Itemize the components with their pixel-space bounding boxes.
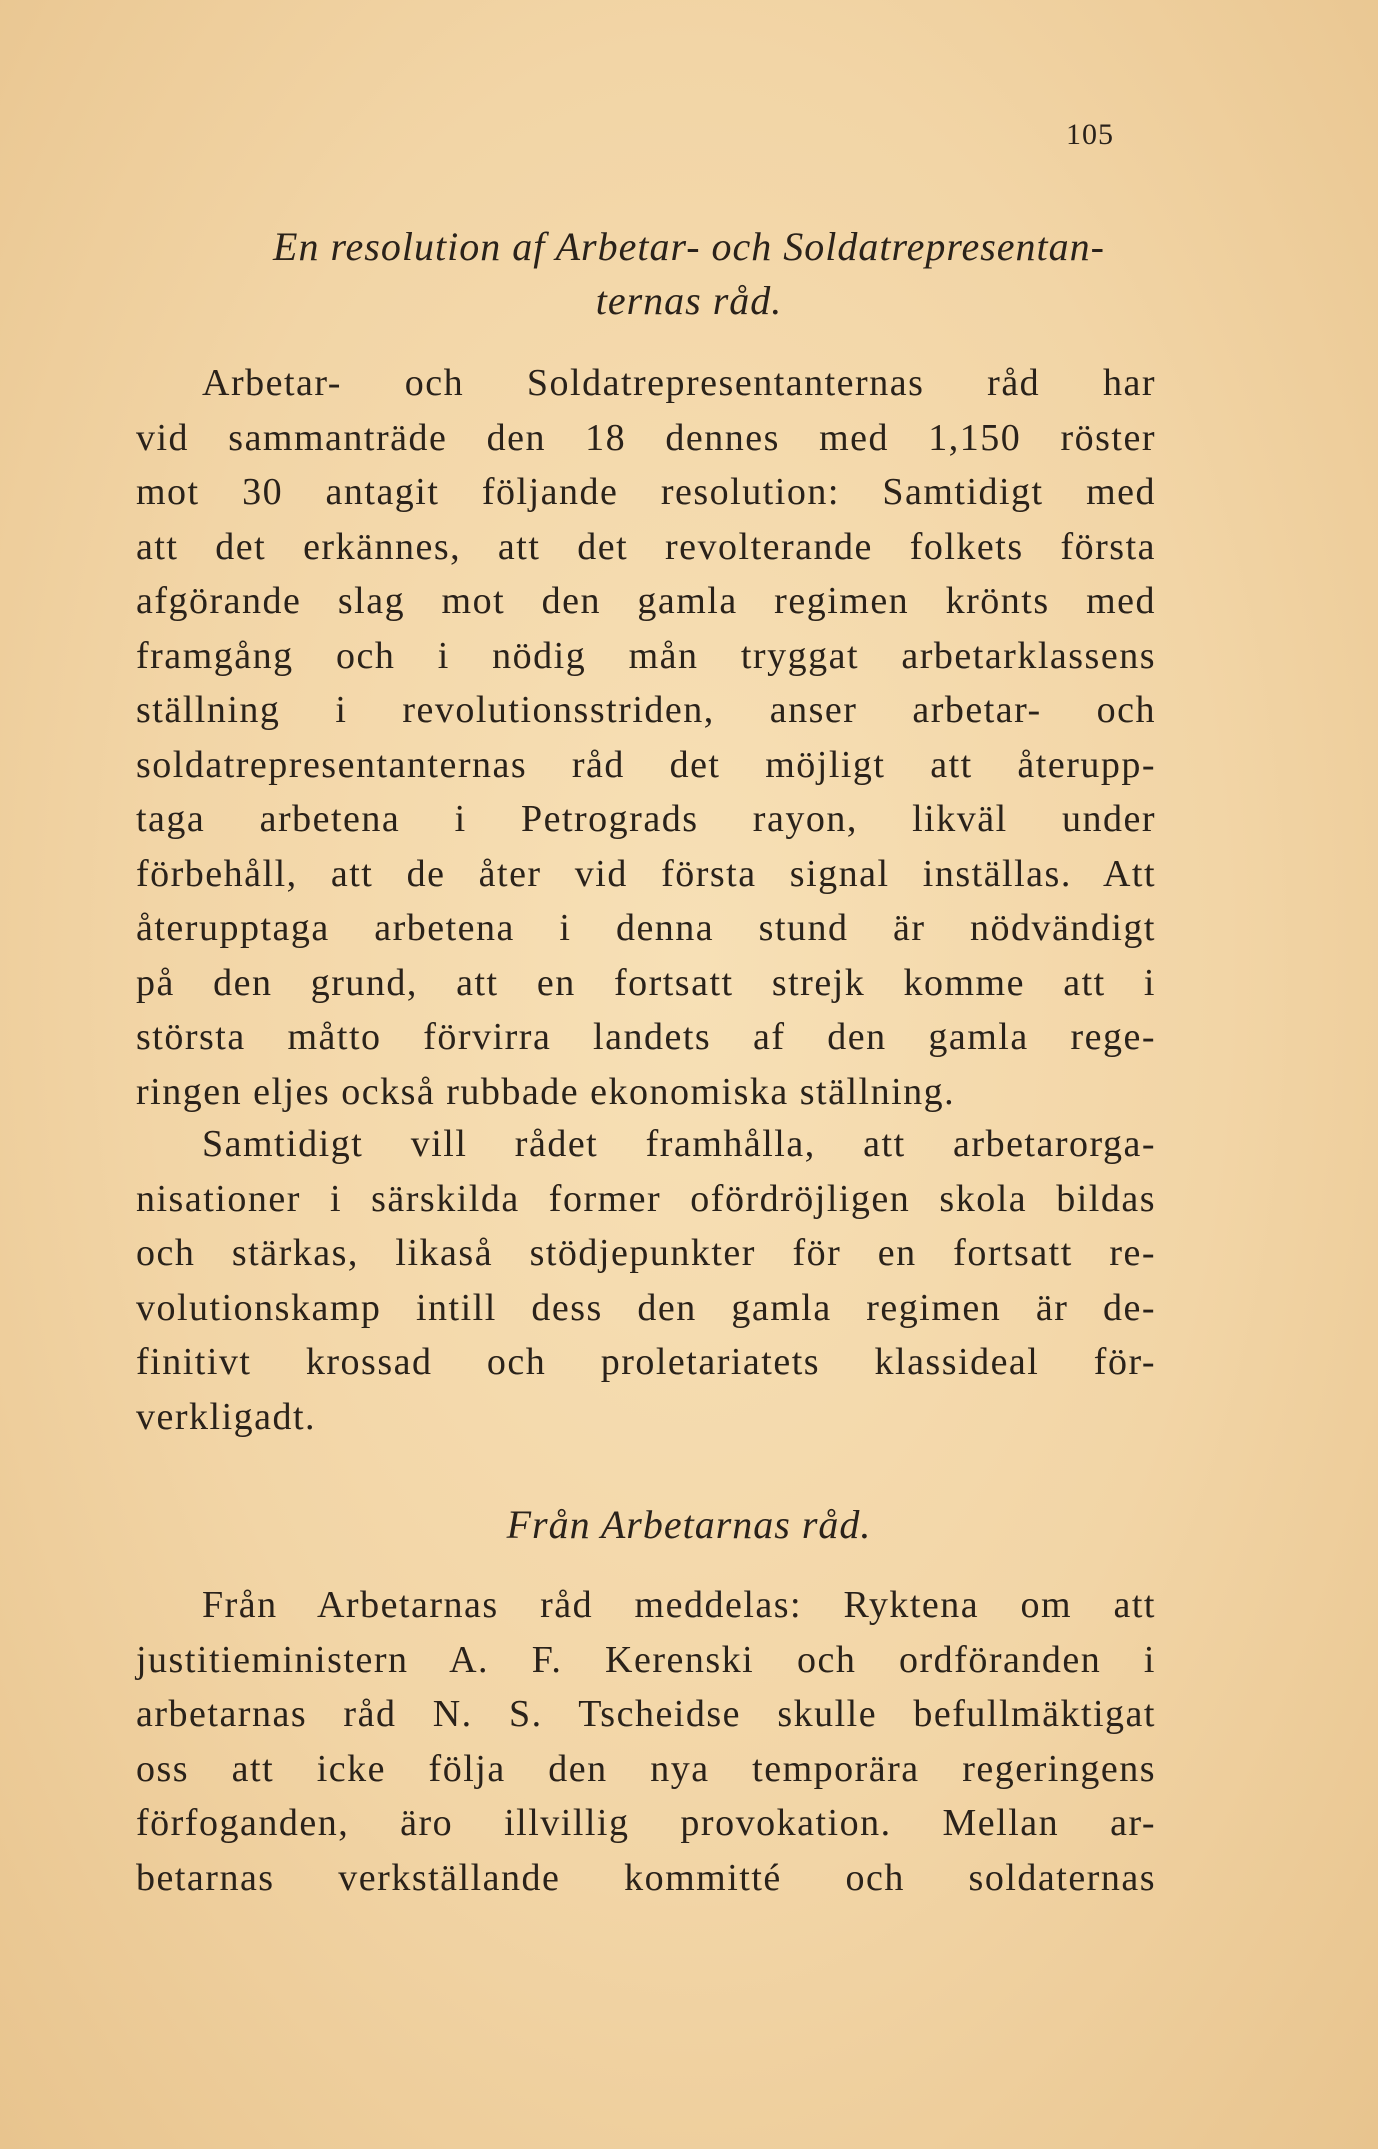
heading-line: En resolution af Arbetar- och Soldatrepresentan- xyxy=(273,224,1105,269)
section-heading-workers-council: Från Arbetarnas råd. xyxy=(506,1502,872,1547)
text-line: mot 30 antagit följande resolution: Samtidigt med xyxy=(136,471,1156,513)
text-line: oss att icke följa den nya temporära regeringens xyxy=(136,1747,1156,1790)
text-line: soldatrepresentanternas råd det möjligt att återupp- xyxy=(136,743,1156,786)
text-line: taga arbetena i Petrograds rayon, likväl under xyxy=(136,798,1156,840)
text-line: nisationer i särskilda former ofördröjligen skola bildas xyxy=(136,1177,1156,1220)
paragraph-resolution-2 xyxy=(136,1117,1156,1444)
text-line: förfoganden, äro illvillig provokation. Mellan ar- xyxy=(136,1802,1156,1844)
text-line: Samtidigt vill rådet framhålla, att arbetarorga- xyxy=(202,1123,1156,1165)
text-line: på den grund, att en fortsatt strejk komme att i xyxy=(136,961,1156,1004)
text-line: finitivt krossad och proletariatets klassideal för- xyxy=(136,1341,1156,1383)
text-line: förbehåll, att de åter vid första signal inställas. Att xyxy=(136,852,1156,895)
text-line: volutionskamp intill dess den gamla regimen är de- xyxy=(136,1286,1156,1329)
section-heading-resolution xyxy=(0,220,1378,328)
page-number: 105 xyxy=(1066,118,1114,151)
text-line: betarnas verkställande kommitté och soldaternas xyxy=(136,1856,1156,1899)
text-line: största måtto förvirra landets af den gamla rege- xyxy=(136,1016,1156,1058)
text-line: och stärkas, likaså stödjepunkter för en fortsatt re- xyxy=(136,1232,1156,1274)
text-line: framgång och i nödig mån tryggat arbetarklassens xyxy=(136,634,1156,677)
text-line: verkligadt. xyxy=(136,1395,317,1438)
text-line: Arbetar- och Soldatrepresentanternas råd har xyxy=(202,362,1156,404)
text-line: ställning i revolutionsstriden, anser arbetar- och xyxy=(136,689,1156,731)
text-line: justitieministern A. F. Kerenski och ordföranden i xyxy=(136,1638,1156,1681)
text-line: afgörande slag mot den gamla regimen krönts med xyxy=(136,580,1156,622)
text-line: ringen eljes också rubbade ekonomiska ställning. xyxy=(136,1070,956,1113)
text-line: arbetarnas råd N. S. Tscheidse skulle befullmäktigat xyxy=(136,1693,1156,1735)
text-line: vid sammanträde den 18 dennes med 1,150 röster xyxy=(136,416,1156,459)
text-line: att det erkännes, att det revolterande folkets första xyxy=(136,525,1156,568)
text-line: Från Arbetarnas råd meddelas: Ryktena om att xyxy=(202,1584,1156,1626)
heading-line: ternas råd. xyxy=(595,278,783,323)
text-line: återupptaga arbetena i denna stund är nödvändigt xyxy=(136,907,1156,949)
paragraph-resolution-1 xyxy=(136,356,1156,1119)
paragraph-workers-council xyxy=(136,1578,1156,1905)
